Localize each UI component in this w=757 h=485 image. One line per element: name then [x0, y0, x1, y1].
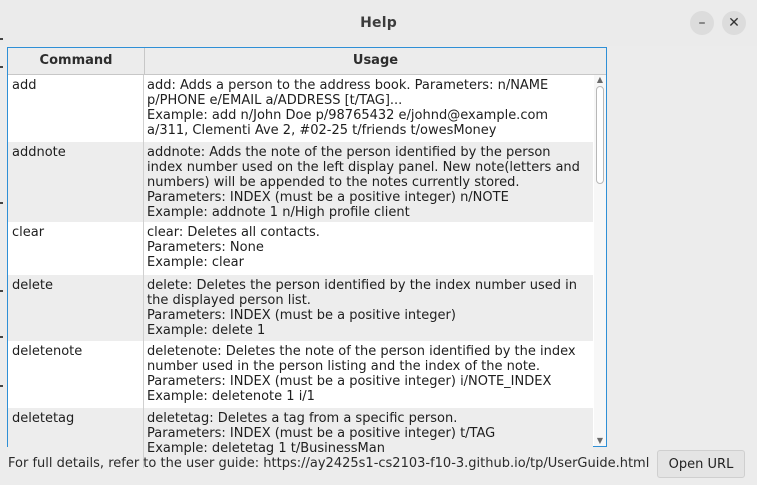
close-icon: ✕	[728, 15, 740, 31]
usage-line: p/PHONE e/EMAIL a/ADDRESS [t/TAG]...	[147, 93, 403, 108]
usage-line: addnote: Adds the note of the person identified by the person	[147, 145, 551, 160]
usage-line: deletenote: Deletes the note of the person identified by the index	[147, 344, 576, 359]
usage-line: Parameters: INDEX (must be a positive integer) n/NOTE	[147, 190, 509, 205]
usage-line: delete: Deletes the person identified by the index number used in	[147, 278, 577, 293]
table-row[interactable]	[8, 222, 593, 275]
vertical-scrollbar[interactable]	[594, 75, 606, 446]
table-row[interactable]	[8, 142, 593, 222]
usage-line: numbers) will be appended to the notes currently stored.	[147, 175, 520, 190]
usage-cell	[145, 275, 593, 338]
usage-line: Example: deletenote 1 i/1	[147, 389, 315, 404]
command-table[interactable]	[7, 47, 607, 456]
minimize-button[interactable]	[690, 11, 714, 35]
command-cell: deletenote	[8, 341, 144, 408]
command-cell: deletetag	[8, 408, 144, 468]
usage-line: add: Adds a person to the address book. Parameters: n/NAME	[147, 78, 549, 93]
usage-line: Parameters: INDEX (must be a positive integer) t/TAG	[147, 426, 496, 441]
usage-line: Parameters: None	[147, 240, 264, 255]
window-title: Help	[360, 15, 397, 31]
scrollbar-thumb[interactable]	[596, 86, 604, 184]
minimize-icon: –	[698, 15, 706, 31]
close-button[interactable]	[722, 11, 746, 35]
usage-line: Example: clear	[147, 255, 244, 270]
usage-line: Example: delete 1	[147, 323, 266, 338]
command-cell: addnote	[8, 142, 144, 222]
usage-cell	[145, 142, 593, 220]
usage-cell	[145, 341, 593, 404]
usage-line: Parameters: INDEX (must be a positive integer)	[147, 308, 456, 323]
usage-line: Parameters: INDEX (must be a positive integer) i/NOTE_INDEX	[147, 374, 552, 389]
table-header	[8, 48, 606, 75]
usage-cell	[145, 222, 593, 270]
background-window-edge	[0, 30, 3, 450]
usage-line: deletetag: Deletes a tag from a specific person.	[147, 411, 458, 426]
title-bar[interactable]	[0, 0, 757, 46]
usage-cell	[145, 408, 593, 456]
open-url-button[interactable]: Open URL	[657, 450, 745, 478]
table-row[interactable]	[8, 75, 593, 142]
table-row[interactable]	[8, 275, 593, 341]
command-cell: clear	[8, 222, 144, 275]
user-guide-text: For full details, refer to the user guide: https://ay2425s1-cs2103-f10-3.github.io/tp/UserGuide.html	[8, 456, 650, 471]
usage-line: Example: add n/John Doe p/98765432 e/johnd@example.com	[147, 108, 549, 123]
usage-line: number used in the person listing and the index of the note.	[147, 359, 541, 374]
command-cell: add	[8, 75, 144, 142]
scroll-up-icon[interactable]: ▲	[596, 75, 604, 84]
usage-line: the displayed person list.	[147, 293, 311, 308]
scroll-down-icon[interactable]: ▼	[596, 436, 604, 445]
usage-line: clear: Deletes all contacts.	[147, 225, 320, 240]
usage-line: a/311, Clementi Ave 2, #02-25 t/friends t/owesMoney	[147, 123, 497, 138]
usage-line: Example: deletetag 1 t/BusinessMan	[147, 441, 385, 456]
usage-cell	[145, 75, 593, 138]
command-cell: delete	[8, 275, 144, 341]
table-body	[8, 75, 593, 456]
table-row[interactable]	[8, 341, 593, 408]
usage-line: index number used on the left display panel. New note(letters and	[147, 160, 580, 175]
usage-line: Example: addnote 1 n/High profile client	[147, 205, 410, 220]
column-header-command[interactable]: Command	[8, 48, 145, 74]
column-header-usage[interactable]: Usage	[352, 53, 399, 68]
